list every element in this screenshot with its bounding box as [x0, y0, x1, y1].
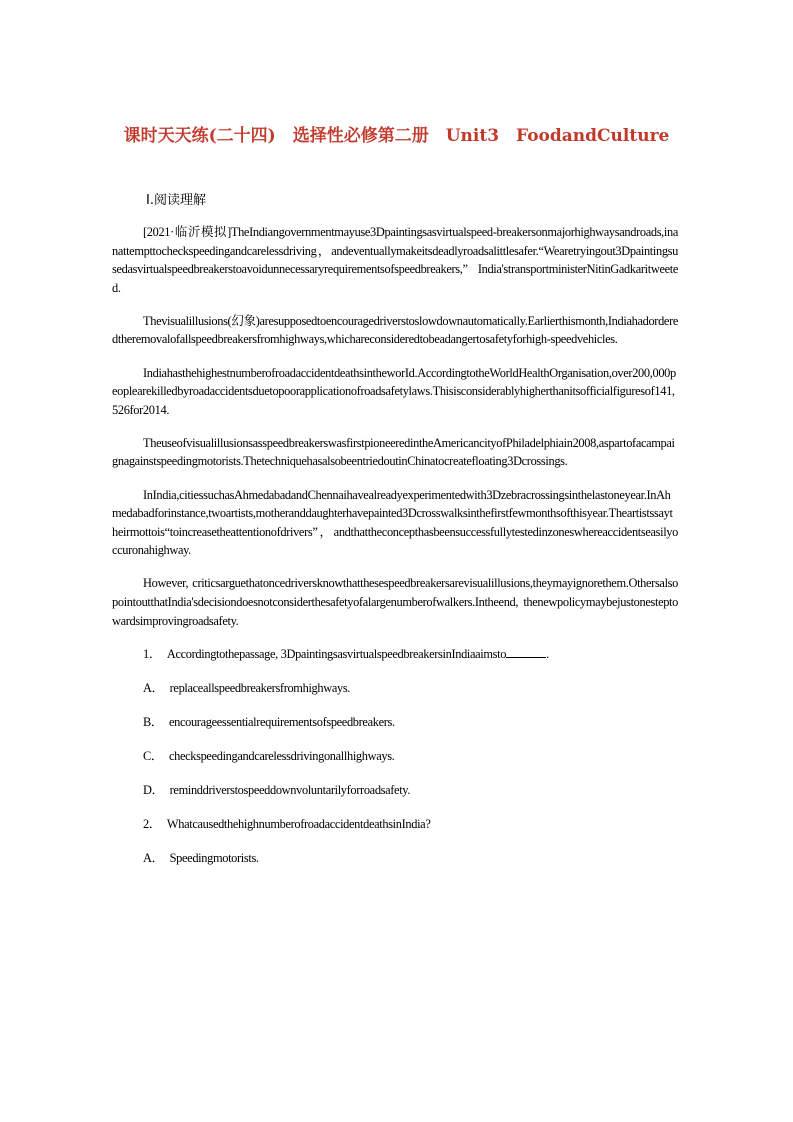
passage-paragraph-2: Thevisualillusions(幻象)aresupposedtoencouragedriverstoslowdownautomatically.Earlierthismonth,Indiahadorderedtheremovalofallspeedbreakersfromhighways,whichareconsideredtobeadangertosafetyforhigh-speedvehicles. — [112, 313, 678, 347]
question-1-option-d — [112, 781, 678, 800]
passage-paragraph-3: IndiahasthehighestnumberofroadaccidentdeathsintheworId.AccordingtotheWorldHealthOrganisation,over200,000peoplearekilledbyroadaccidentsduetopoorapplicationofroadsafetylaws.Thisisconsiderablyhigherthanitsofficialfiguresof141,526for2014. — [112, 365, 676, 417]
question-1-option-a — [112, 679, 678, 698]
question-2 — [112, 815, 678, 834]
passage-paragraph-1: [2021·临沂模拟]TheIndiangovernmentmayuse3Dpaintingsasvirtualspeed-breakersonmajorhighwaysandroads,inanattempttocheckspeedingandcarelessdriving，andeventuallymakeitsdeadlyroadsalittlesafer.“Wearetryingout3Dpaintingsusedasvirtualspeedbreakerstoavoidunnecessaryrequirementsofspeedbreakers,” India'stransportministerNitinGadkaritweeted. — [112, 225, 678, 295]
question-stem: WhatcausedthehighnumberofroadaccidentdeathsinIndia? — [166, 816, 431, 831]
section-heading: Ⅰ.阅读理解 — [146, 193, 206, 208]
question-number: 2． — [143, 816, 161, 831]
option-letter: C． — [143, 748, 163, 763]
question-1-option-b — [112, 713, 678, 732]
option-text: Speedingmotorists. — [169, 850, 259, 865]
passage-paragraph-4: TheuseofvisualillusionsasspeedbreakerswasfirstpioneeredintheAmericancityofPhiladelphiain2008,aspartofacampaignagainstspeedingmotorists.ThetechniquehasalsobeentriedoutinChinatocreatefloating3Dcrossings. — [112, 435, 675, 469]
page-title: 课时天天练(二十四) 选择性必修第二册 Unit3 FoodandCulture — [123, 126, 670, 146]
option-text: reminddriverstospeeddownvoluntarilyforroadsafety. — [169, 782, 411, 797]
reading-content — [112, 223, 678, 883]
question-1 — [112, 645, 678, 664]
option-text: replaceallspeedbreakersfromhighways. — [169, 680, 351, 695]
option-letter: A． — [143, 680, 164, 695]
question-number: 1． — [143, 646, 161, 661]
option-letter: A． — [143, 850, 164, 865]
option-letter: D． — [143, 782, 164, 797]
question-2-option-a — [112, 849, 678, 868]
question-stem-end: . — [546, 646, 549, 661]
option-letter: B． — [143, 714, 163, 729]
answer-blank — [506, 646, 546, 658]
option-text: checkspeedingandcarelessdrivingonallhighways. — [168, 748, 395, 763]
option-text: encourageessentialrequirementsofspeedbreakers. — [168, 714, 395, 729]
passage-paragraph-6: However, criticsarguethatoncedriversknowthatthesespeedbreakersarevisualillusions,theymayignorethem.OthersalsopointoutthatIndia'sdecisiondoesnotconsiderthesafetyofalargenumberofwalkers.Intheend, thenewpolicymaybejustonesteptowardsimprovingroadsafety. — [112, 576, 678, 628]
question-stem: Accordingtothepassage, 3DpaintingsasvirtualspeedbreakersinIndiaaimsto — [166, 646, 507, 661]
passage-paragraph-5: InIndia,citiessuchasAhmedabadandChennaihavealreadyexperimentedwith3Dzebracrossingsinthelastoneyear.InAhmedabadforinstance,twoartists,motheranddaughterhavepainted3Dcrosswalksinthefirstfewmonthsofthisyear.Theartistssaytheirmottois“toincreasetheattentionofdrivers”，andthattheconcepthasbeensuccessfullytestedinzoneswhereaccidentseasilyoccuronahighway. — [112, 487, 678, 558]
question-1-option-c — [112, 747, 678, 766]
